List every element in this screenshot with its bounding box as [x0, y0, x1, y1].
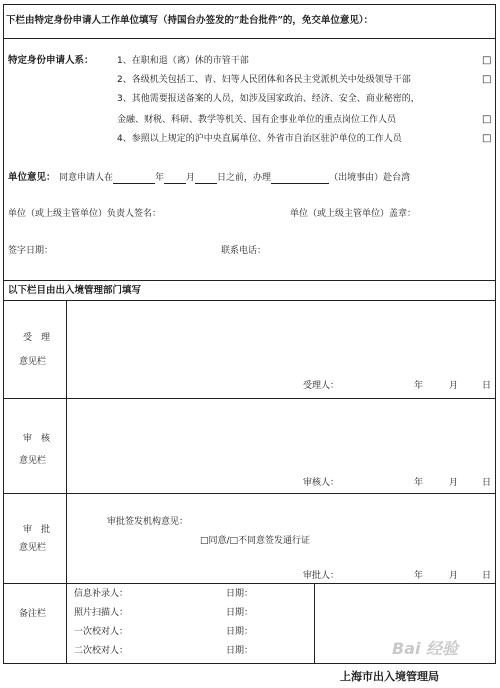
identity-checkbox[interactable]: □: [482, 133, 492, 144]
footer-bureau-name: 上海市出入境管理局: [340, 670, 439, 683]
year-label: 年: [155, 173, 165, 183]
remarks-date: 日期：: [226, 646, 254, 656]
reason-label: （出境事由）赴台湾: [329, 173, 411, 183]
date-day: 日: [482, 478, 492, 488]
divider-bureau-title: [3, 300, 496, 301]
divider-top: [3, 38, 496, 39]
remarks-date: 日期：: [226, 627, 254, 637]
phone-label: 联系电话：: [221, 246, 267, 256]
divider-bureau: [3, 280, 496, 281]
bureau-section-title: 以下栏目由出入境管理部门填写: [8, 285, 142, 296]
signer-label: 审批人：: [303, 571, 340, 581]
divider-remarks-column: [314, 583, 315, 664]
unit-seal-label: 单位（或上级主管单位）盖章：: [290, 209, 417, 219]
leader-sign-label: 单位（或上级主管单位）负责人签名：: [8, 209, 162, 219]
remarks-date: 日期：: [226, 608, 254, 618]
remarks-role: 一次校对人：: [74, 627, 129, 637]
divider-label-column: [66, 300, 67, 664]
identity-item: 金融、财税、科研、教学等机关、国有企事业单位的重点岗位工作人员: [117, 115, 397, 125]
month-label: 月: [186, 173, 196, 183]
date-year: 年: [414, 478, 424, 488]
identity-checkbox[interactable]: □: [482, 74, 492, 85]
signer-label: 受理人：: [303, 381, 340, 391]
date-day: 日: [482, 381, 492, 391]
date-month: 月: [449, 571, 459, 581]
row-label: 意见栏: [19, 357, 47, 367]
row-label: 意见栏: [19, 456, 47, 466]
remarks-label: 备注栏: [19, 609, 47, 619]
remarks-role: 信息补录人：: [74, 589, 129, 599]
approval-org-label: 审批签发机构意见：: [107, 517, 189, 527]
approval-choice[interactable]: □同意/□不同意签发通行证: [200, 536, 311, 546]
row-label: 意见栏: [19, 543, 47, 553]
date-year: 年: [414, 381, 424, 391]
row-label: 审 核: [23, 434, 51, 444]
row-label: 受 理: [23, 333, 51, 343]
identity-item: 4、参照以上规定的沪中央直属单位、外省市自治区驻沪单位的工作人员: [117, 134, 402, 144]
year-blank[interactable]: [113, 173, 155, 184]
date-year: 年: [414, 571, 424, 581]
day-blank[interactable]: [195, 173, 217, 184]
identity-item: 3、其他需要报送备案的人员，如涉及国家政治、经济、安全、商业秘密的，: [117, 94, 420, 104]
identity-checkbox[interactable]: □: [482, 55, 492, 66]
remarks-role: 照片扫描人：: [74, 608, 129, 618]
date-month: 月: [449, 381, 459, 391]
reason-blank[interactable]: [271, 173, 329, 184]
row-label: 审 批: [23, 525, 51, 535]
identity-item: 2、各级机关包括工、青、妇等人民团体和各民主党派机关中处级领导干部: [117, 75, 411, 85]
signer-label: 审核人：: [303, 478, 340, 488]
sign-date-label: 签字日期：: [8, 246, 54, 256]
remarks-role: 二次校对人：: [74, 646, 129, 656]
top-notice: 下栏由特定身份申请人工作单位填写（持国台办签发的“赴台批件”的，免交单位意见）：: [6, 15, 374, 26]
remarks-date: 日期：: [226, 589, 254, 599]
date-day: 日: [482, 571, 492, 581]
identity-label: 特定身份申请人系：: [8, 55, 94, 66]
unit-opinion-text: 同意申请人在: [59, 173, 114, 183]
month-blank[interactable]: [164, 173, 186, 184]
watermark: Bai 经验: [392, 639, 459, 658]
identity-checkbox[interactable]: □: [482, 114, 492, 125]
divider-row-2: [3, 493, 496, 494]
unit-opinion-label: 单位意见：: [8, 172, 56, 183]
day-before-label: 日之前，办理: [217, 173, 272, 183]
unit-opinion-line: [59, 172, 410, 184]
identity-item: 1、在职和退（离）休的市管干部: [117, 56, 249, 66]
date-month: 月: [449, 478, 459, 488]
divider-row-1: [3, 398, 496, 399]
divider-row-3: [3, 583, 496, 584]
